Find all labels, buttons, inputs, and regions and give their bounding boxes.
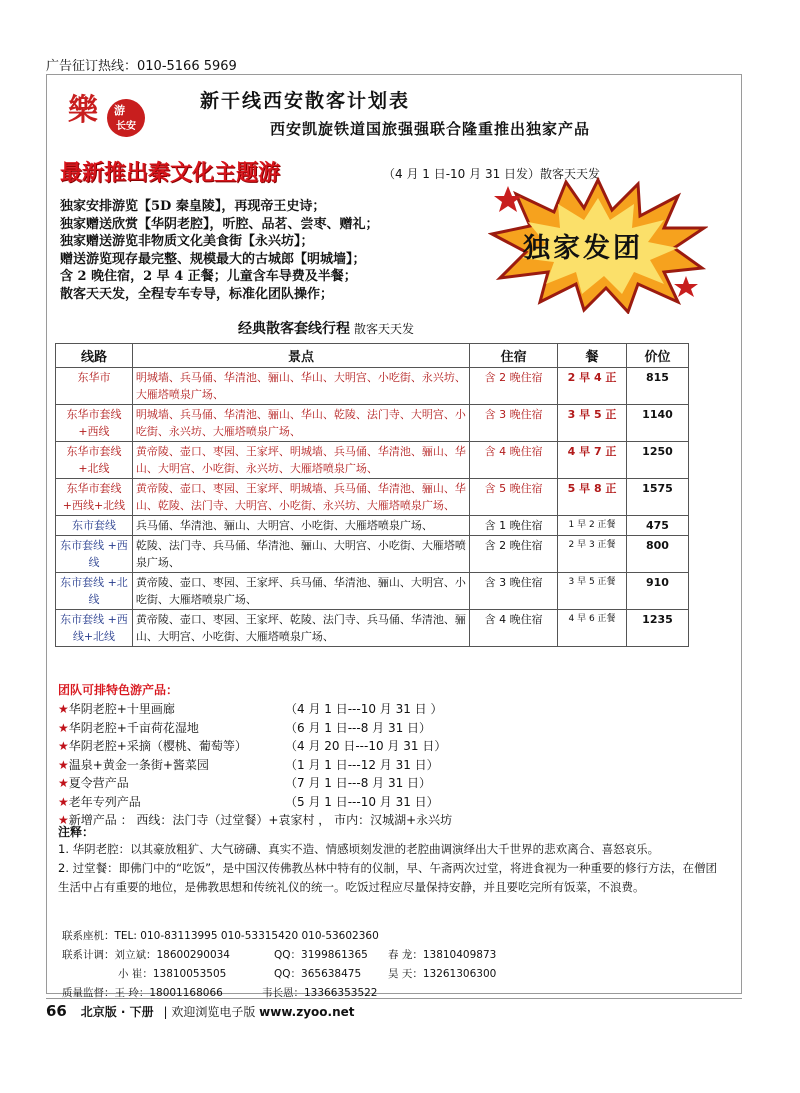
route-meal: 4 早 6 正餐 — [558, 610, 627, 647]
header-route: 线路 — [56, 344, 133, 368]
feature-item: 赠送游览现存最完整、规模最大的古城郎【明城墙】； — [60, 251, 366, 267]
feature-item: 独家安排游览【5D 秦皇陵】，再现帝王史诗； — [60, 199, 326, 214]
route-meal: 2 早 4 正 — [558, 368, 627, 405]
route-meal: 3 早 5 正 — [558, 405, 627, 442]
list-item — [58, 811, 718, 830]
note-item: 1. 华阴老腔：以其豪放粗犷、大气磅礴、真实不造、情感顷刻发泄的老腔曲调演绎出大千世界的悲欢离合、喜怒哀乐。 — [58, 842, 660, 856]
notes-title: 注释： — [58, 825, 95, 839]
route-price: 910 — [626, 573, 688, 610]
footer — [46, 1002, 355, 1020]
svg-text:长安: 长安 — [116, 121, 136, 132]
table-row — [56, 442, 689, 479]
list-item — [58, 737, 718, 756]
route-price: 1575 — [626, 479, 688, 516]
star-icon: ★ — [58, 702, 69, 716]
note-item: 2. 过堂餐：即佛门中的“吃饭”，是中国汉传佛教丛林中特有的仪制，早、午斋两次过堂，将进食视为一种重要的修行方法，在僧团生活中占有重要的地位，是佛教思想和传统礼仪的统一。吃饭过程应尽量保持安静，并且要吃完所有饭菜，不浪费。 — [58, 861, 718, 894]
contact-person: 小 崔：13810053505 — [118, 968, 227, 980]
route-stay: 含 4 晚住宿 — [470, 442, 558, 479]
route-price: 815 — [626, 368, 688, 405]
table-row — [56, 610, 689, 647]
contact-block — [62, 928, 497, 1004]
star-icon: ★ — [58, 813, 69, 827]
promo-title: 最新推出秦文化主题游 — [60, 161, 281, 186]
table-row — [56, 368, 689, 405]
feature-item: 散客天天发，全程专车专导，标准化团队操作； — [60, 286, 334, 302]
contact-label: 质量监督： — [62, 987, 115, 999]
route-spots: 兵马俑、华清池、骊山、大明宫、小吃街、大雁塔喷泉广场、 — [132, 516, 469, 536]
route-stay: 含 2 晚住宿 — [470, 536, 558, 573]
contact-label: 联系计调： — [62, 949, 115, 961]
route-spots: 黄帝陵、壶口、枣园、王家坪、明城墙、兵马俑、华清池、骊山、华山、乾陵、法门寺、大明宫、小吃街、永兴坊、大雁塔喷泉广场、 — [132, 479, 469, 516]
feature-list — [60, 198, 379, 303]
list-item — [58, 756, 718, 775]
logo-icon — [64, 84, 154, 142]
promo-date: （4 月 1 日-10 月 31 日发）散客天天发 — [383, 167, 601, 181]
route-spots: 明城墙、兵马俑、华清池、骊山、华山、乾陵、法门寺、大明宫、小吃街、永兴坊、大雁塔喷泉广场、 — [132, 405, 469, 442]
feature-item: 独家赠送游览非物质文化美食街【永兴坊】； — [60, 234, 314, 249]
product-date: （4 月 1 日---10 月 31 日 ） — [285, 702, 443, 716]
route-meal: 1 早 2 正餐 — [558, 516, 627, 536]
route-price: 475 — [626, 516, 688, 536]
contact-person: 春 龙：13810409873 — [388, 949, 497, 961]
main-title: 新干线西安散客计划表 — [200, 90, 411, 112]
route-spots: 明城墙、兵马俑、华清池、骊山、华山、大明宫、小吃街、永兴坊、大雁塔喷泉广场、 — [132, 368, 469, 405]
route-meal: 2 早 3 正餐 — [558, 536, 627, 573]
route-price: 1250 — [626, 442, 688, 479]
table-title-main: 经典散客套线行程 — [238, 321, 350, 337]
route-spots: 黄帝陵、壶口、枣园、王家坪、明城墙、兵马俑、华清池、骊山、华山、大明宫、小吃街、永兴坊、大雁塔喷泉广场、 — [132, 442, 469, 479]
route-stay: 含 3 晚住宿 — [470, 405, 558, 442]
route-spots: 黄帝陵、壶口、枣园、王家坪、兵马俑、华清池、骊山、大明宫、小吃街、大雁塔喷泉广场、 — [132, 573, 469, 610]
contact-person: 刘立斌：18600290034 — [114, 949, 230, 961]
header-meal: 餐 — [558, 344, 627, 368]
product-name: 老年专列产品 — [68, 794, 141, 809]
product-date: （4 月 20 日---10 月 31 日） — [285, 739, 447, 753]
route-name: 东华市 — [56, 368, 133, 405]
route-spots: 乾陵、法门寺、兵马俑、华清池、骊山、大明宫、小吃街、大雁塔喷泉广场、 — [132, 536, 469, 573]
contact-qq: QQ：365638475 — [274, 968, 362, 980]
table-row — [56, 405, 689, 442]
route-price: 800 — [626, 536, 688, 573]
footer-separator: | — [163, 1005, 168, 1019]
route-stay: 含 1 晚住宿 — [470, 516, 558, 536]
product-date: （5 月 1 日---10 月 31 日） — [285, 794, 439, 809]
group-products — [58, 681, 718, 830]
table-header-row — [56, 344, 689, 368]
route-meal: 4 早 7 正 — [558, 442, 627, 479]
route-name: 东华市套线 +西线 — [56, 405, 133, 442]
product-date: （7 月 1 日---8 月 31 日） — [285, 776, 432, 790]
route-name: 东市套线 +北线 — [56, 573, 133, 610]
product-date: （6 月 1 日---8 月 31 日） — [285, 720, 432, 735]
contact-landline: 联系座机：TEL: 010-83113995 010-53315420 010-53602360 — [62, 930, 379, 942]
route-name: 东市套线 +西线+北线 — [56, 610, 133, 647]
ad-hotline: 广告征订热线：010-5166 5969 — [46, 59, 237, 74]
edition-label: 北京版 · 下册 — [80, 1005, 154, 1019]
contact-row — [62, 966, 497, 985]
route-price: 1235 — [626, 610, 688, 647]
new-products: 新增产品 ： 西线：法门寺（过堂餐）+袁家村 ， 市内：汉城湖+永兴坊 — [68, 813, 453, 827]
svg-text:樂: 樂 — [68, 93, 98, 128]
contact-person: 韦长恩：13366353522 — [262, 987, 378, 999]
list-item — [58, 700, 718, 719]
route-name: 东华市套线 +北线 — [56, 442, 133, 479]
header-spots: 景点 — [132, 344, 469, 368]
footer-divider — [46, 998, 742, 999]
route-meal: 3 早 5 正餐 — [558, 573, 627, 610]
svg-text:游: 游 — [114, 104, 125, 117]
route-price: 1140 — [626, 405, 688, 442]
product-name: 夏令营产品 — [68, 776, 129, 790]
feature-item: 含 2 晚住宿，2 早 4 正餐；儿童含车导费及半餐； — [60, 269, 357, 284]
star-icon: ★ — [58, 776, 69, 790]
route-name: 东华市套线 +西线+北线 — [56, 479, 133, 516]
product-name: 华阴老腔+十里画廊 — [68, 702, 175, 716]
contact-row — [62, 947, 497, 966]
exclusive-badge: 独家发团 — [523, 233, 643, 264]
table-row — [56, 479, 689, 516]
group-title: 团队可排特色游产品： — [58, 683, 179, 697]
product-name: 华阴老腔+采摘（樱桃、葡萄等） — [68, 739, 247, 753]
feature-item: 独家赠送欣赏【华阴老腔】，听腔、品茗、尝枣、赠礼； — [60, 216, 379, 232]
main-subtitle: 西安凯旋铁道国旅强强联合隆重推出独家产品 — [270, 120, 591, 138]
route-stay: 含 5 晚住宿 — [470, 479, 558, 516]
notes — [58, 840, 724, 897]
product-name: 温泉+黄金一条街+酱菜园 — [68, 757, 209, 772]
table-row — [56, 516, 689, 536]
table-row — [56, 573, 689, 610]
route-stay: 含 3 晚住宿 — [470, 573, 558, 610]
route-name: 东市套线 — [56, 516, 133, 536]
page-number: 66 — [46, 1002, 67, 1020]
route-stay: 含 4 晚住宿 — [470, 610, 558, 647]
star-icon: ★ — [58, 739, 69, 753]
product-name: 华阴老腔+千亩荷花湿地 — [68, 720, 199, 735]
list-item — [58, 719, 718, 738]
contact-qq: QQ：3199861365 — [274, 949, 368, 961]
list-item — [58, 793, 718, 812]
table-title — [238, 318, 414, 338]
route-stay: 含 2 晚住宿 — [470, 368, 558, 405]
product-date: （1 月 1 日---12 月 31 日） — [285, 757, 439, 772]
contact-person: 王 玲：18001168066 — [114, 987, 223, 999]
table-title-note: 散客天天发 — [354, 322, 415, 336]
route-spots: 黄帝陵、壶口、枣园、王家坪、乾陵、法门寺、兵马俑、华清池、骊山、大明宫、小吃街、大雁塔喷泉广场、 — [132, 610, 469, 647]
star-icon: ★ — [58, 757, 69, 772]
header-stay: 住宿 — [470, 344, 558, 368]
footer-welcome: 欢迎浏览电子版 — [171, 1005, 256, 1019]
list-item — [58, 774, 718, 793]
table-row — [56, 536, 689, 573]
header-price: 价位 — [626, 344, 688, 368]
route-name: 东市套线 +西线 — [56, 536, 133, 573]
contact-person: 昊 天：13261306300 — [388, 968, 497, 980]
star-icon: ★ — [58, 794, 69, 809]
star-icon: ★ — [58, 720, 69, 735]
footer-url[interactable]: www.zyoo.net — [259, 1005, 355, 1019]
routes-table — [55, 343, 689, 647]
route-meal: 5 早 8 正 — [558, 479, 627, 516]
